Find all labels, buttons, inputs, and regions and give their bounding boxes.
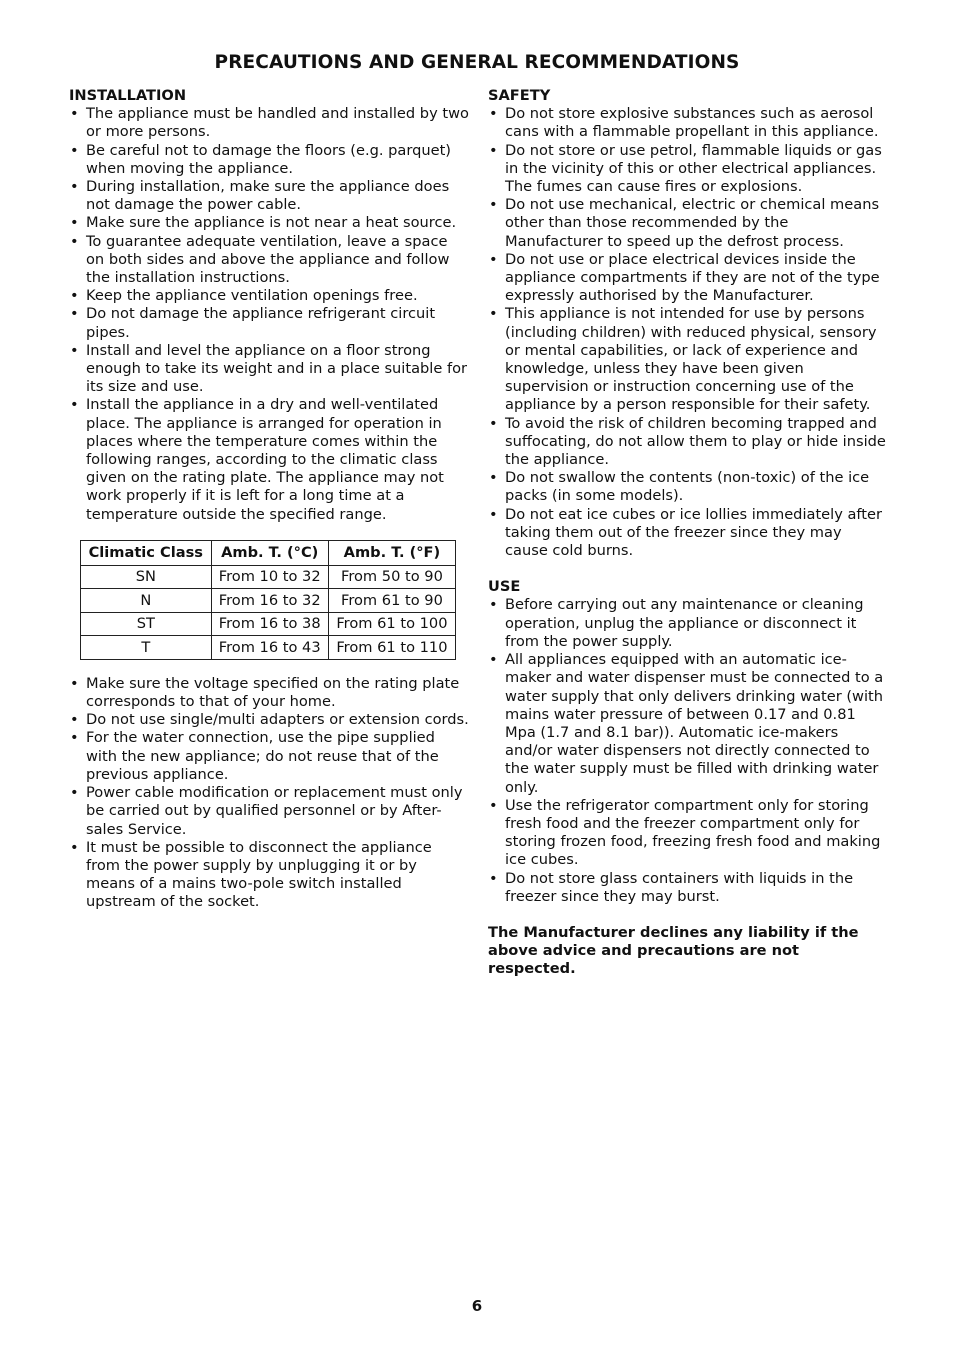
- list-item: • Do not eat ice cubes or ice lollies immediately after taking them out of the freezer since they may cause cold burns.: [488, 506, 888, 561]
- list-item: • To guarantee adequate ventilation, leave a space on both sides and above the appliance and follow the installation instructions.: [69, 233, 469, 288]
- safety-heading: SAFETY: [488, 87, 551, 104]
- table-cell: From 61 to 110: [328, 636, 455, 660]
- list-item: • Install the appliance in a dry and well-ventilated place. The appliance is arranged for operation in places where the temperature comes within the following ranges, according to the climatic class given on the rating plate. The appliance may not work properly if it is left for a long time at a temperature outside the specified range.: [69, 396, 469, 523]
- list-item: • This appliance is not intended for use by persons (including children) with reduced physical, sensory or mental capabilities, or lack of experience and knowledge, unless they have been given supervision or instruction concerning use of the appliance by a person responsible for their safety.: [488, 305, 888, 414]
- table-cell: From 61 to 100: [328, 612, 455, 636]
- list-item: • Do not store or use petrol, flammable liquids or gas in the vicinity of this or other electrical appliances. The fumes can cause fires or explosions.: [488, 142, 888, 197]
- installation-list-1: [69, 105, 469, 524]
- list-item: • Make sure the voltage specified on the rating plate corresponds to that of your home.: [69, 675, 469, 711]
- section-spacer: [488, 560, 888, 578]
- list-item: • The appliance must be handled and installed by two or more persons.: [69, 105, 469, 141]
- table-cell: From 16 to 38: [211, 612, 328, 636]
- table-header: Climatic Class: [81, 540, 212, 565]
- list-item: • Keep the appliance ventilation openings free.: [69, 287, 469, 305]
- table-row: [81, 589, 456, 613]
- safety-list: [488, 105, 888, 560]
- list-item: • It must be possible to disconnect the appliance from the power supply by unplugging it or by means of a mains two-pole switch installed upstream of the socket.: [69, 839, 469, 912]
- list-item: • Make sure the appliance is not near a heat source.: [69, 214, 469, 232]
- list-item: • All appliances equipped with an automatic ice-maker and water dispenser must be connected to a water supply that only delivers drinking water (with mains water pressure of between 0.17 and 0.81 Mpa (1.7 and 8.1 bar)). Automatic ice-makers and/or water dispensers not directly connected to the water supply must be filled with drinking water only.: [488, 651, 888, 797]
- use-heading: USE: [488, 578, 521, 596]
- table-cell: From 50 to 90: [328, 565, 455, 589]
- list-item: • To avoid the risk of children becoming trapped and suffocating, do not allow them to play or hide inside the appliance.: [488, 415, 888, 470]
- table-cell: From 16 to 43: [211, 636, 328, 660]
- list-item: • Do not store explosive substances such as aerosol cans with a flammable propellant in this appliance.: [488, 105, 888, 141]
- section-spacer: [488, 906, 888, 924]
- table-header-row: [81, 540, 456, 565]
- climatic-class-table: [80, 540, 456, 660]
- list-item: • Do not use or place electrical devices inside the appliance compartments if they are not of the type expressly authorised by the Manufacturer.: [488, 251, 888, 306]
- table-cell: From 61 to 90: [328, 589, 455, 613]
- table-cell: SN: [81, 565, 212, 589]
- page-number: 6: [471, 1297, 483, 1315]
- use-list: [488, 596, 888, 905]
- table-cell: From 10 to 32: [211, 565, 328, 589]
- list-item: • Do not use mechanical, electric or chemical means other than those recommended by the Manufacturer to speed up the defrost process.: [488, 196, 888, 251]
- right-column: [488, 87, 888, 979]
- table-row: [81, 636, 456, 660]
- list-item: • Use the refrigerator compartment only for storing fresh food and the freezer compartment only for storing frozen food, freezing fresh food and making ice cubes.: [488, 797, 888, 870]
- list-item: • Do not store glass containers with liquids in the freezer since they may burst.: [488, 870, 888, 906]
- page-title: PRECAUTIONS AND GENERAL RECOMMENDATIONS: [214, 52, 740, 73]
- list-item: • During installation, make sure the appliance does not damage the power cable.: [69, 178, 469, 214]
- list-item: • Power cable modification or replacement must only be carried out by qualified personnel or by After-sales Service.: [69, 784, 469, 839]
- installation-heading: INSTALLATION: [69, 87, 187, 104]
- table-cell: From 16 to 32: [211, 589, 328, 613]
- table-cell: N: [81, 589, 212, 613]
- list-item: • Be careful not to damage the floors (e.g. parquet) when moving the appliance.: [69, 142, 469, 178]
- left-column: [69, 87, 469, 912]
- installation-list-2: [69, 675, 469, 912]
- list-item: • Do not use single/multi adapters or extension cords.: [69, 711, 469, 729]
- table-header: Amb. T. (°C): [211, 540, 328, 565]
- list-item: • Do not swallow the contents (non-toxic) of the ice packs (in some models).: [488, 469, 888, 505]
- list-item: • Install and level the appliance on a floor strong enough to take its weight and in a place suitable for its size and use.: [69, 342, 469, 397]
- table-header: Amb. T. (°F): [328, 540, 455, 565]
- table-row: [81, 565, 456, 589]
- list-item: • For the water connection, use the pipe supplied with the new appliance; do not reuse that of the previous appliance.: [69, 729, 469, 784]
- list-item: • Do not damage the appliance refrigerant circuit pipes.: [69, 305, 469, 341]
- table-row: [81, 612, 456, 636]
- table-cell: ST: [81, 612, 212, 636]
- table-cell: T: [81, 636, 212, 660]
- list-item: • Before carrying out any maintenance or cleaning operation, unplug the appliance or disconnect it from the power supply.: [488, 596, 888, 651]
- liability-note: The Manufacturer declines any liability if the above advice and precautions are not respected.: [488, 923, 859, 978]
